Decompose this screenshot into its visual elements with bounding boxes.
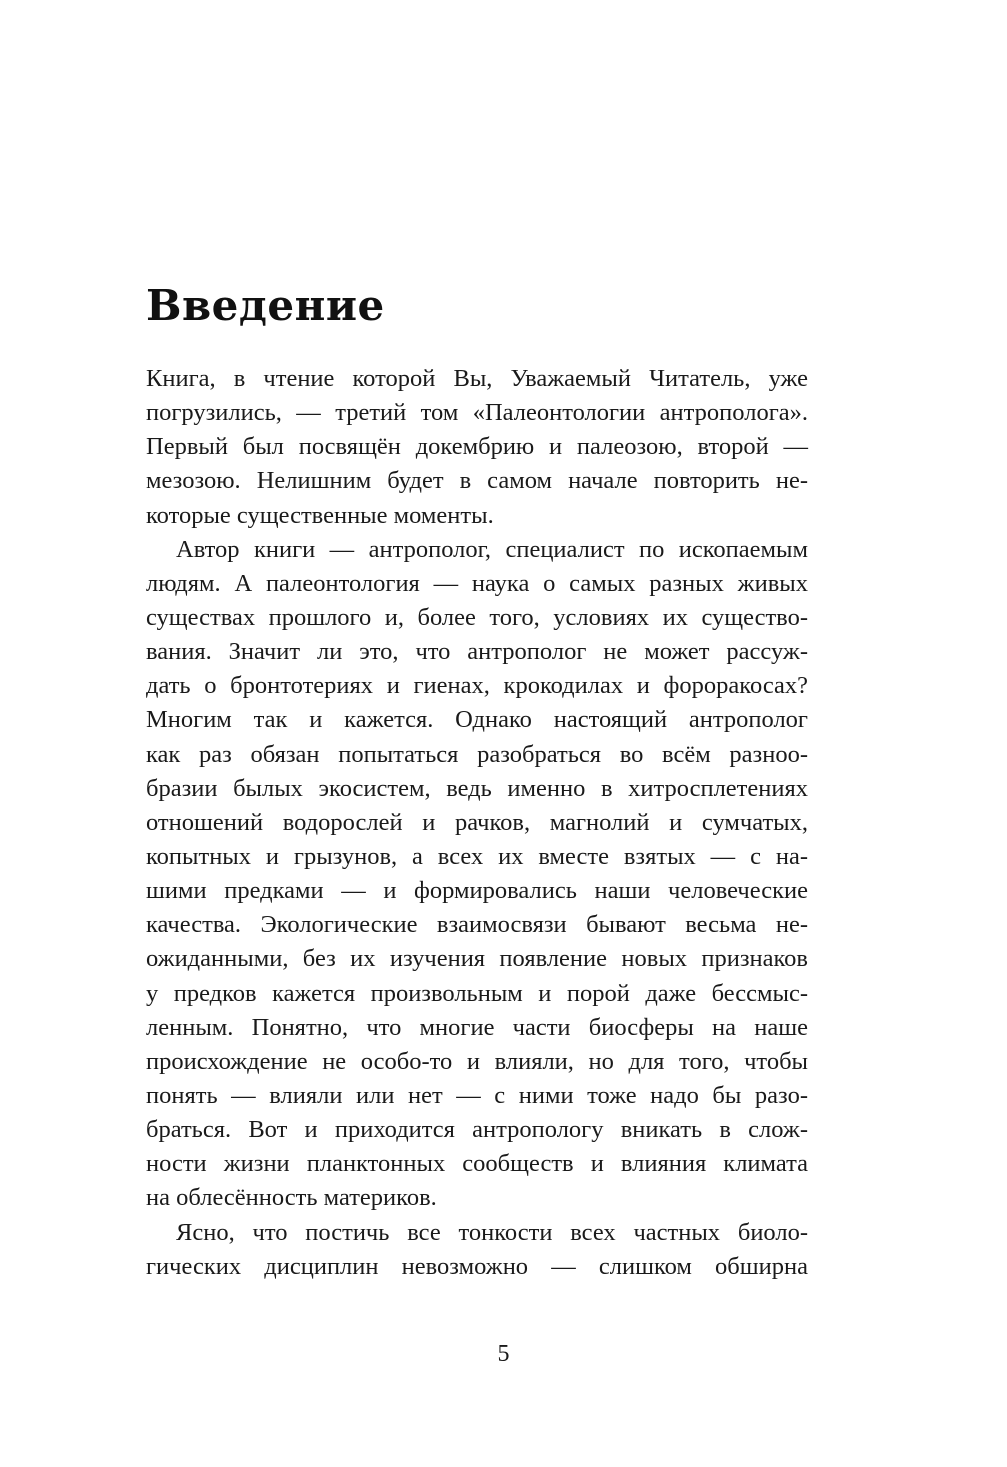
text-line: понять — влияли или нет — с ними тоже надо бы разо- [146,1081,808,1109]
text-line: людям. А палеонтология — наука о самых разных живых [146,569,808,597]
text-line: отношений водорослей и рачков, магнолий и сумчатых, [146,808,808,836]
text-line: происхождение не особо-то и влияли, но для того, чтобы [146,1047,808,1075]
text-line: качества. Экологические взаимосвязи бывают весьма не- [146,911,808,939]
text-line: как раз обязан попытаться разобраться во всём разнoo- [146,740,808,768]
text-line: Книга, в чтение которой Вы, Уважаемый Читатель, уже [146,365,808,392]
body-text [146,362,808,1284]
chapter-title: Введение [146,281,385,330]
text-line: на облесённость материков. [146,1184,437,1212]
text-line: ности жизни планктонных сообществ и влияния климата [146,1150,808,1178]
text-line: у предков кажется произвольным и порой даже бессмыс- [146,979,808,1007]
text-line: браться. Вот и приходится антропологу вникать в слож- [146,1116,808,1144]
text-line: которые существенные моменты. [146,501,494,529]
text-line: существах прошлого и, более того, условиях их существо- [146,603,808,631]
text-line: Ясно, что постичь все тонкости всех частных биоло- [176,1218,808,1246]
text-line: шими предками — и формировались наши человеческие [146,877,808,905]
text-line: ожиданными, без их изучения появление новых признаков [146,945,808,973]
text-line: вания. Значит ли это, что антрополог не может рассуж- [146,638,808,666]
text-line: бразии былых экосистем, ведь именно в хитросплетениях [146,774,808,802]
text-line: ленным. Понятно, что многие части биосферы на наше [146,1013,808,1041]
text-line: копытных и грызунов, а всех их вместе взятых — с на- [146,842,808,870]
text-line: Первый был посвящён докембрию и палеозою, второй — [146,433,808,461]
text-line: Многим так и кажется. Однако настоящий антрополог [146,706,808,734]
page-number: 5 [497,1341,510,1367]
text-line: гических дисциплин невозможно — слишком обширна [146,1252,808,1280]
text-line: погрузились, — третий том «Палеонтологии антрополога». [146,399,808,427]
text-line: Автор книги — антрополог, специалист по ископаемым [176,535,808,563]
text-line: дать о бронтотериях и гиенах, крокодилах и фороракосах? [146,672,808,700]
text-line: мезозою. Нелишним будет в самом начале повторить не- [146,467,808,495]
